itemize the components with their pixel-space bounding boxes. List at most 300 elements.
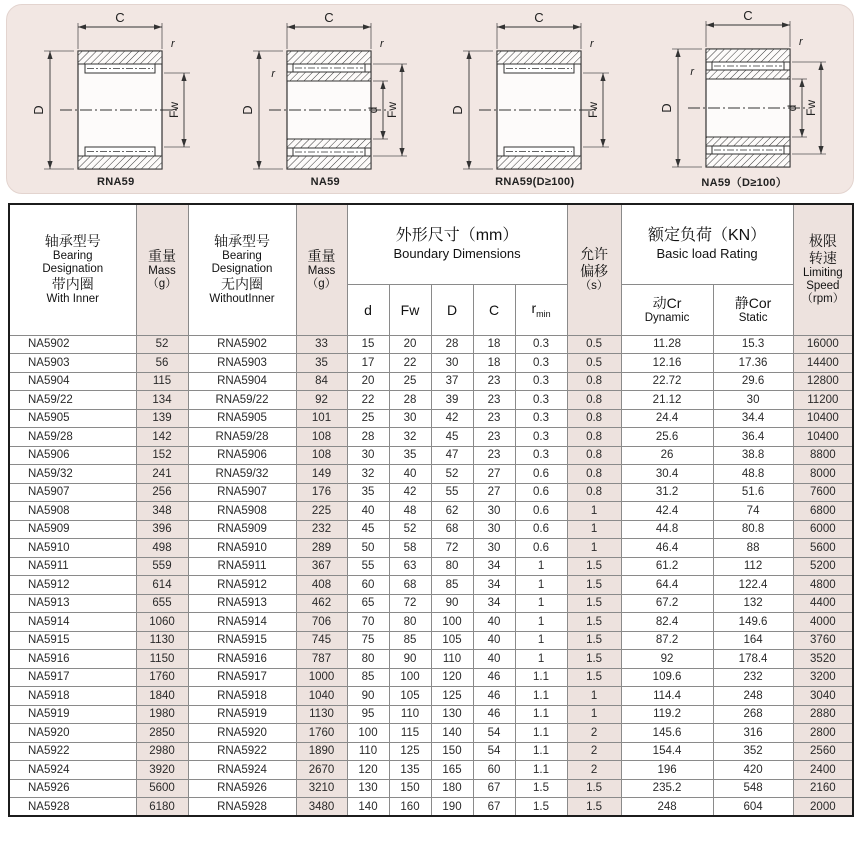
cell-value: 0.5	[567, 335, 621, 354]
cell-value: 25	[347, 409, 389, 428]
svg-text:Fw: Fw	[166, 101, 181, 118]
cell-value: 1	[567, 520, 621, 539]
svg-text:Fw: Fw	[385, 101, 400, 118]
cell-value: 63	[389, 557, 431, 576]
cell-value: 2	[567, 724, 621, 743]
cell-designation-with-inner: NA5914	[9, 613, 136, 632]
bearing-spec-table	[8, 203, 854, 817]
cell-value: 0.3	[515, 372, 567, 391]
cell-value: 4000	[793, 613, 853, 632]
cell-value: 1.5	[567, 779, 621, 798]
cell-value: 35	[389, 446, 431, 465]
cell-value: 1.5	[567, 650, 621, 669]
cell-value: 23	[473, 391, 515, 410]
cell-value: 0.8	[567, 428, 621, 447]
header-col-D: D	[431, 284, 473, 335]
svg-text:D: D	[449, 104, 465, 115]
cell-value: 38.8	[713, 446, 793, 465]
svg-text:Fw: Fw	[804, 99, 819, 116]
cell-designation-without-inner: RNA5902	[188, 335, 296, 354]
table-row	[9, 724, 853, 743]
cell-value: 74	[713, 502, 793, 521]
cell-value: 149	[296, 465, 347, 484]
cell-designation-without-inner: RNA5904	[188, 372, 296, 391]
cell-value: 105	[431, 631, 473, 650]
cell-value: 67	[473, 779, 515, 798]
header-text: Speed	[806, 280, 840, 293]
header-text: 转速	[808, 250, 837, 267]
cell-value: 2800	[793, 724, 853, 743]
cell-value: 1760	[136, 668, 188, 687]
cell-value: 34	[473, 576, 515, 595]
cell-value: 1.1	[515, 724, 567, 743]
svg-text:d: d	[366, 106, 381, 113]
cell-value: 52	[136, 335, 188, 354]
cell-value: 67	[473, 798, 515, 817]
cell-designation-without-inner: RNA5907	[188, 483, 296, 502]
cell-value: 1040	[296, 687, 347, 706]
header-text: Boundary Dimensions	[393, 246, 521, 262]
cell-designation-without-inner: RNA5924	[188, 761, 296, 780]
cell-value: 559	[136, 557, 188, 576]
cell-value: 1	[515, 576, 567, 595]
cell-value: 109.6	[621, 668, 713, 687]
cell-value: 160	[389, 798, 431, 817]
header-text: 外形尺寸（mm）	[395, 227, 519, 245]
svg-text:r: r	[799, 35, 803, 48]
cell-value: 90	[431, 594, 473, 613]
cell-value: 110	[389, 705, 431, 724]
cell-value: 1060	[136, 613, 188, 632]
cell-value: 32	[347, 465, 389, 484]
cell-value: 80	[431, 557, 473, 576]
header-text: With Inner	[46, 293, 99, 306]
cell-designation-with-inner: NA5906	[9, 446, 136, 465]
header-text: 轴承型号	[214, 233, 270, 250]
cell-value: 22	[347, 391, 389, 410]
cell-value: 40	[473, 631, 515, 650]
cell-value: 51.6	[713, 483, 793, 502]
cell-designation-without-inner: RNA59/22	[188, 391, 296, 410]
bearing-cross-section-drawing	[14, 11, 218, 188]
cell-value: 1	[567, 539, 621, 558]
cell-value: 28	[347, 428, 389, 447]
table-row	[9, 705, 853, 724]
cell-value: 0.8	[567, 409, 621, 428]
cell-value: 30	[713, 391, 793, 410]
cell-value: 614	[136, 576, 188, 595]
cell-value: 0.3	[515, 409, 567, 428]
cell-value: 0.8	[567, 465, 621, 484]
cell-value: 15.3	[713, 335, 793, 354]
cell-value: 132	[713, 594, 793, 613]
cell-value: 178.4	[713, 650, 793, 669]
cell-value: 130	[347, 779, 389, 798]
cell-value: 352	[713, 742, 793, 761]
cell-designation-with-inner: NA5920	[9, 724, 136, 743]
cell-value: 10400	[793, 428, 853, 447]
cell-value: 0.3	[515, 446, 567, 465]
cell-value: 1	[515, 594, 567, 613]
cell-value: 135	[389, 761, 431, 780]
cell-value: 110	[347, 742, 389, 761]
cell-value: 100	[431, 613, 473, 632]
bearing-drawings-panel	[6, 4, 854, 194]
cell-designation-without-inner: RNA5910	[188, 539, 296, 558]
table-row	[9, 742, 853, 761]
cell-value: 32	[389, 428, 431, 447]
cell-value: 90	[347, 687, 389, 706]
cell-designation-with-inner: NA5912	[9, 576, 136, 595]
cell-value: 17.36	[713, 354, 793, 373]
cell-designation-with-inner: NA5926	[9, 779, 136, 798]
cell-value: 0.6	[515, 539, 567, 558]
header-text: 静Cor	[734, 294, 772, 311]
cell-value: 3040	[793, 687, 853, 706]
cell-value: 1150	[136, 650, 188, 669]
header-text: 额定负荷（KN）	[647, 227, 767, 245]
cell-value: 3480	[296, 798, 347, 817]
cell-designation-without-inner: RNA5909	[188, 520, 296, 539]
bearing-drawing-svg	[225, 11, 425, 175]
cell-value: 67.2	[621, 594, 713, 613]
diagram-label: NA59	[310, 175, 340, 188]
cell-value: 1	[515, 613, 567, 632]
cell-value: 1	[515, 631, 567, 650]
cell-designation-without-inner: RNA5920	[188, 724, 296, 743]
cell-value: 1.1	[515, 761, 567, 780]
header-basic-load-rating	[621, 204, 793, 284]
cell-value: 1.5	[567, 557, 621, 576]
cell-value: 0.6	[515, 465, 567, 484]
cell-value: 1	[567, 687, 621, 706]
header-permissible-offset	[567, 204, 621, 335]
cell-value: 1890	[296, 742, 347, 761]
table-row	[9, 631, 853, 650]
cell-value: 1980	[136, 705, 188, 724]
cell-value: 8800	[793, 446, 853, 465]
cell-designation-with-inner: NA5905	[9, 409, 136, 428]
cell-designation-without-inner: RNA5913	[188, 594, 296, 613]
cell-value: 2980	[136, 742, 188, 761]
cell-designation-without-inner: RNA5914	[188, 613, 296, 632]
cell-value: 82.4	[621, 613, 713, 632]
cell-value: 23	[473, 372, 515, 391]
table-row	[9, 391, 853, 410]
cell-value: 42.4	[621, 502, 713, 521]
cell-value: 256	[136, 483, 188, 502]
cell-value: 154.4	[621, 742, 713, 761]
cell-designation-without-inner: RNA5922	[188, 742, 296, 761]
cell-value: 2000	[793, 798, 853, 817]
table-row	[9, 779, 853, 798]
cell-value: 140	[431, 724, 473, 743]
cell-value: 46.4	[621, 539, 713, 558]
header-text: Basic load Rating	[656, 246, 758, 262]
cell-value: 22.72	[621, 372, 713, 391]
header-text: Designation	[211, 263, 273, 276]
cell-value: 30	[431, 354, 473, 373]
cell-value: 72	[389, 594, 431, 613]
cell-value: 40	[389, 465, 431, 484]
cell-value: 11.28	[621, 335, 713, 354]
cell-designation-with-inner: NA59/32	[9, 465, 136, 484]
cell-designation-with-inner: NA5916	[9, 650, 136, 669]
table-row	[9, 502, 853, 521]
svg-text:C: C	[324, 10, 334, 25]
cell-value: 1000	[296, 668, 347, 687]
cell-value: 140	[347, 798, 389, 817]
cell-value: 23	[473, 409, 515, 428]
header-text: Static	[738, 311, 768, 324]
cell-value: 21.12	[621, 391, 713, 410]
header-text: （rpm）	[801, 293, 845, 306]
cell-value: 2400	[793, 761, 853, 780]
cell-value: 125	[389, 742, 431, 761]
cell-value: 48	[389, 502, 431, 521]
cell-value: 44.8	[621, 520, 713, 539]
cell-value: 149.6	[713, 613, 793, 632]
cell-value: 17	[347, 354, 389, 373]
cell-value: 1130	[296, 705, 347, 724]
cell-value: 36.4	[713, 428, 793, 447]
cell-value: 150	[389, 779, 431, 798]
svg-text:C: C	[115, 10, 125, 25]
cell-value: 6800	[793, 502, 853, 521]
header-text: Dynamic	[644, 311, 690, 324]
cell-value: 31.2	[621, 483, 713, 502]
cell-value: 604	[713, 798, 793, 817]
cell-value: 289	[296, 539, 347, 558]
cell-value: 150	[431, 742, 473, 761]
cell-value: 88	[713, 539, 793, 558]
cell-designation-with-inner: NA5902	[9, 335, 136, 354]
table-row	[9, 520, 853, 539]
cell-value: 28	[431, 335, 473, 354]
cell-value: 20	[347, 372, 389, 391]
cell-value: 498	[136, 539, 188, 558]
cell-value: 27	[473, 483, 515, 502]
header-mass-with-inner	[136, 204, 188, 335]
bearing-cross-section-drawing	[223, 11, 427, 188]
cell-value: 396	[136, 520, 188, 539]
cell-value: 232	[713, 668, 793, 687]
cell-value: 22	[389, 354, 431, 373]
cell-value: 1.5	[567, 613, 621, 632]
cell-value: 2160	[793, 779, 853, 798]
cell-value: 55	[347, 557, 389, 576]
table-row	[9, 761, 853, 780]
cell-value: 92	[621, 650, 713, 669]
cell-value: 84	[296, 372, 347, 391]
cell-value: 35	[347, 483, 389, 502]
cell-value: 165	[431, 761, 473, 780]
cell-designation-with-inner: NA5928	[9, 798, 136, 817]
cell-value: 85	[389, 631, 431, 650]
svg-text:D: D	[659, 102, 675, 113]
cell-value: 8000	[793, 465, 853, 484]
cell-value: 462	[296, 594, 347, 613]
bearing-drawing-svg	[435, 11, 635, 175]
cell-value: 0.8	[567, 391, 621, 410]
header-col-static	[713, 284, 793, 335]
cell-value: 92	[296, 391, 347, 410]
cell-value: 52	[389, 520, 431, 539]
cell-value: 745	[296, 631, 347, 650]
cell-value: 1.1	[515, 705, 567, 724]
header-text: 动Cr	[652, 294, 682, 311]
svg-text:r: r	[271, 67, 276, 80]
cell-designation-without-inner: RNA5905	[188, 409, 296, 428]
cell-value: 3920	[136, 761, 188, 780]
header-text: Designation	[42, 263, 104, 276]
cell-value: 2880	[793, 705, 853, 724]
cell-value: 46	[473, 687, 515, 706]
cell-value: 18	[473, 335, 515, 354]
cell-value: 176	[296, 483, 347, 502]
header-text: （s）	[579, 280, 609, 293]
cell-value: 112	[713, 557, 793, 576]
header-text: 无内圈	[221, 276, 263, 293]
table-row	[9, 465, 853, 484]
svg-text:r: r	[380, 37, 384, 50]
cell-value: 34.4	[713, 409, 793, 428]
cell-value: 100	[347, 724, 389, 743]
cell-value: 30	[473, 502, 515, 521]
cell-value: 232	[296, 520, 347, 539]
cell-value: 4800	[793, 576, 853, 595]
cell-value: 3200	[793, 668, 853, 687]
cell-designation-with-inner: NA5907	[9, 483, 136, 502]
cell-value: 108	[296, 428, 347, 447]
cell-value: 30	[473, 520, 515, 539]
header-text: （g）	[147, 278, 177, 291]
header-col-fw: Fw	[389, 284, 431, 335]
cell-value: 0.3	[515, 428, 567, 447]
cell-value: 122.4	[713, 576, 793, 595]
cell-value: 28	[389, 391, 431, 410]
cell-designation-without-inner: RNA5919	[188, 705, 296, 724]
header-text: min	[536, 308, 551, 319]
header-designation-with-inner	[9, 204, 136, 335]
cell-value: 68	[389, 576, 431, 595]
cell-value: 6000	[793, 520, 853, 539]
cell-value: 0.3	[515, 335, 567, 354]
cell-value: 40	[473, 613, 515, 632]
cell-value: 10400	[793, 409, 853, 428]
header-text: （g）	[306, 278, 337, 291]
cell-value: 348	[136, 502, 188, 521]
cell-value: 145.6	[621, 724, 713, 743]
cell-value: 40	[347, 502, 389, 521]
cell-value: 33	[296, 335, 347, 354]
cell-designation-without-inner: RNA5906	[188, 446, 296, 465]
cell-value: 30	[389, 409, 431, 428]
cell-value: 5600	[136, 779, 188, 798]
cell-designation-with-inner: NA5904	[9, 372, 136, 391]
table-row	[9, 594, 853, 613]
cell-value: 120	[431, 668, 473, 687]
table-row	[9, 650, 853, 669]
cell-value: 268	[713, 705, 793, 724]
cell-value: 46	[473, 705, 515, 724]
cell-designation-with-inner: NA5913	[9, 594, 136, 613]
cell-value: 1	[515, 650, 567, 669]
cell-value: 130	[431, 705, 473, 724]
cell-value: 1760	[296, 724, 347, 743]
cell-value: 80	[389, 613, 431, 632]
cell-value: 26	[621, 446, 713, 465]
bearing-cross-section-drawing	[642, 9, 846, 190]
cell-value: 1.5	[515, 798, 567, 817]
cell-value: 115	[389, 724, 431, 743]
cell-value: 52	[431, 465, 473, 484]
header-col-d: d	[347, 284, 389, 335]
cell-value: 42	[431, 409, 473, 428]
cell-value: 248	[621, 798, 713, 817]
cell-value: 408	[296, 576, 347, 595]
cell-value: 23	[473, 428, 515, 447]
cell-value: 5200	[793, 557, 853, 576]
cell-value: 655	[136, 594, 188, 613]
cell-value: 25	[389, 372, 431, 391]
svg-text:r: r	[589, 37, 594, 50]
header-limiting-speed	[793, 204, 853, 335]
cell-value: 1.1	[515, 668, 567, 687]
cell-value: 15	[347, 335, 389, 354]
cell-designation-without-inner: RNA5917	[188, 668, 296, 687]
svg-text:D: D	[30, 104, 46, 115]
cell-value: 367	[296, 557, 347, 576]
cell-value: 180	[431, 779, 473, 798]
table-row	[9, 557, 853, 576]
cell-value: 1	[515, 557, 567, 576]
cell-value: 20	[389, 335, 431, 354]
cell-designation-without-inner: RNA59/28	[188, 428, 296, 447]
cell-value: 139	[136, 409, 188, 428]
cell-value: 0.5	[567, 354, 621, 373]
cell-designation-with-inner: NA5911	[9, 557, 136, 576]
table-row	[9, 354, 853, 373]
diagram-label: NA59（D≥100）	[701, 176, 788, 189]
cell-value: 75	[347, 631, 389, 650]
bearing-cross-section-drawing	[433, 11, 637, 188]
cell-value: 1.5	[567, 668, 621, 687]
cell-value: 164	[713, 631, 793, 650]
header-boundary-dimensions	[347, 204, 567, 284]
cell-value: 30	[473, 539, 515, 558]
cell-value: 134	[136, 391, 188, 410]
cell-value: 39	[431, 391, 473, 410]
cell-value: 114.4	[621, 687, 713, 706]
diagram-label: RNA59	[96, 175, 135, 188]
cell-designation-without-inner: RNA5926	[188, 779, 296, 798]
bearing-drawing-svg	[644, 9, 844, 173]
cell-value: 119.2	[621, 705, 713, 724]
cell-designation-with-inner: NA59/28	[9, 428, 136, 447]
cell-value: 2	[567, 761, 621, 780]
cell-value: 58	[389, 539, 431, 558]
header-text: Limiting	[803, 267, 843, 280]
table-row	[9, 687, 853, 706]
table-row	[9, 576, 853, 595]
cell-value: 0.8	[567, 446, 621, 465]
cell-value: 101	[296, 409, 347, 428]
cell-designation-without-inner: RNA5916	[188, 650, 296, 669]
cell-value: 3210	[296, 779, 347, 798]
cell-value: 196	[621, 761, 713, 780]
cell-value: 1.1	[515, 687, 567, 706]
